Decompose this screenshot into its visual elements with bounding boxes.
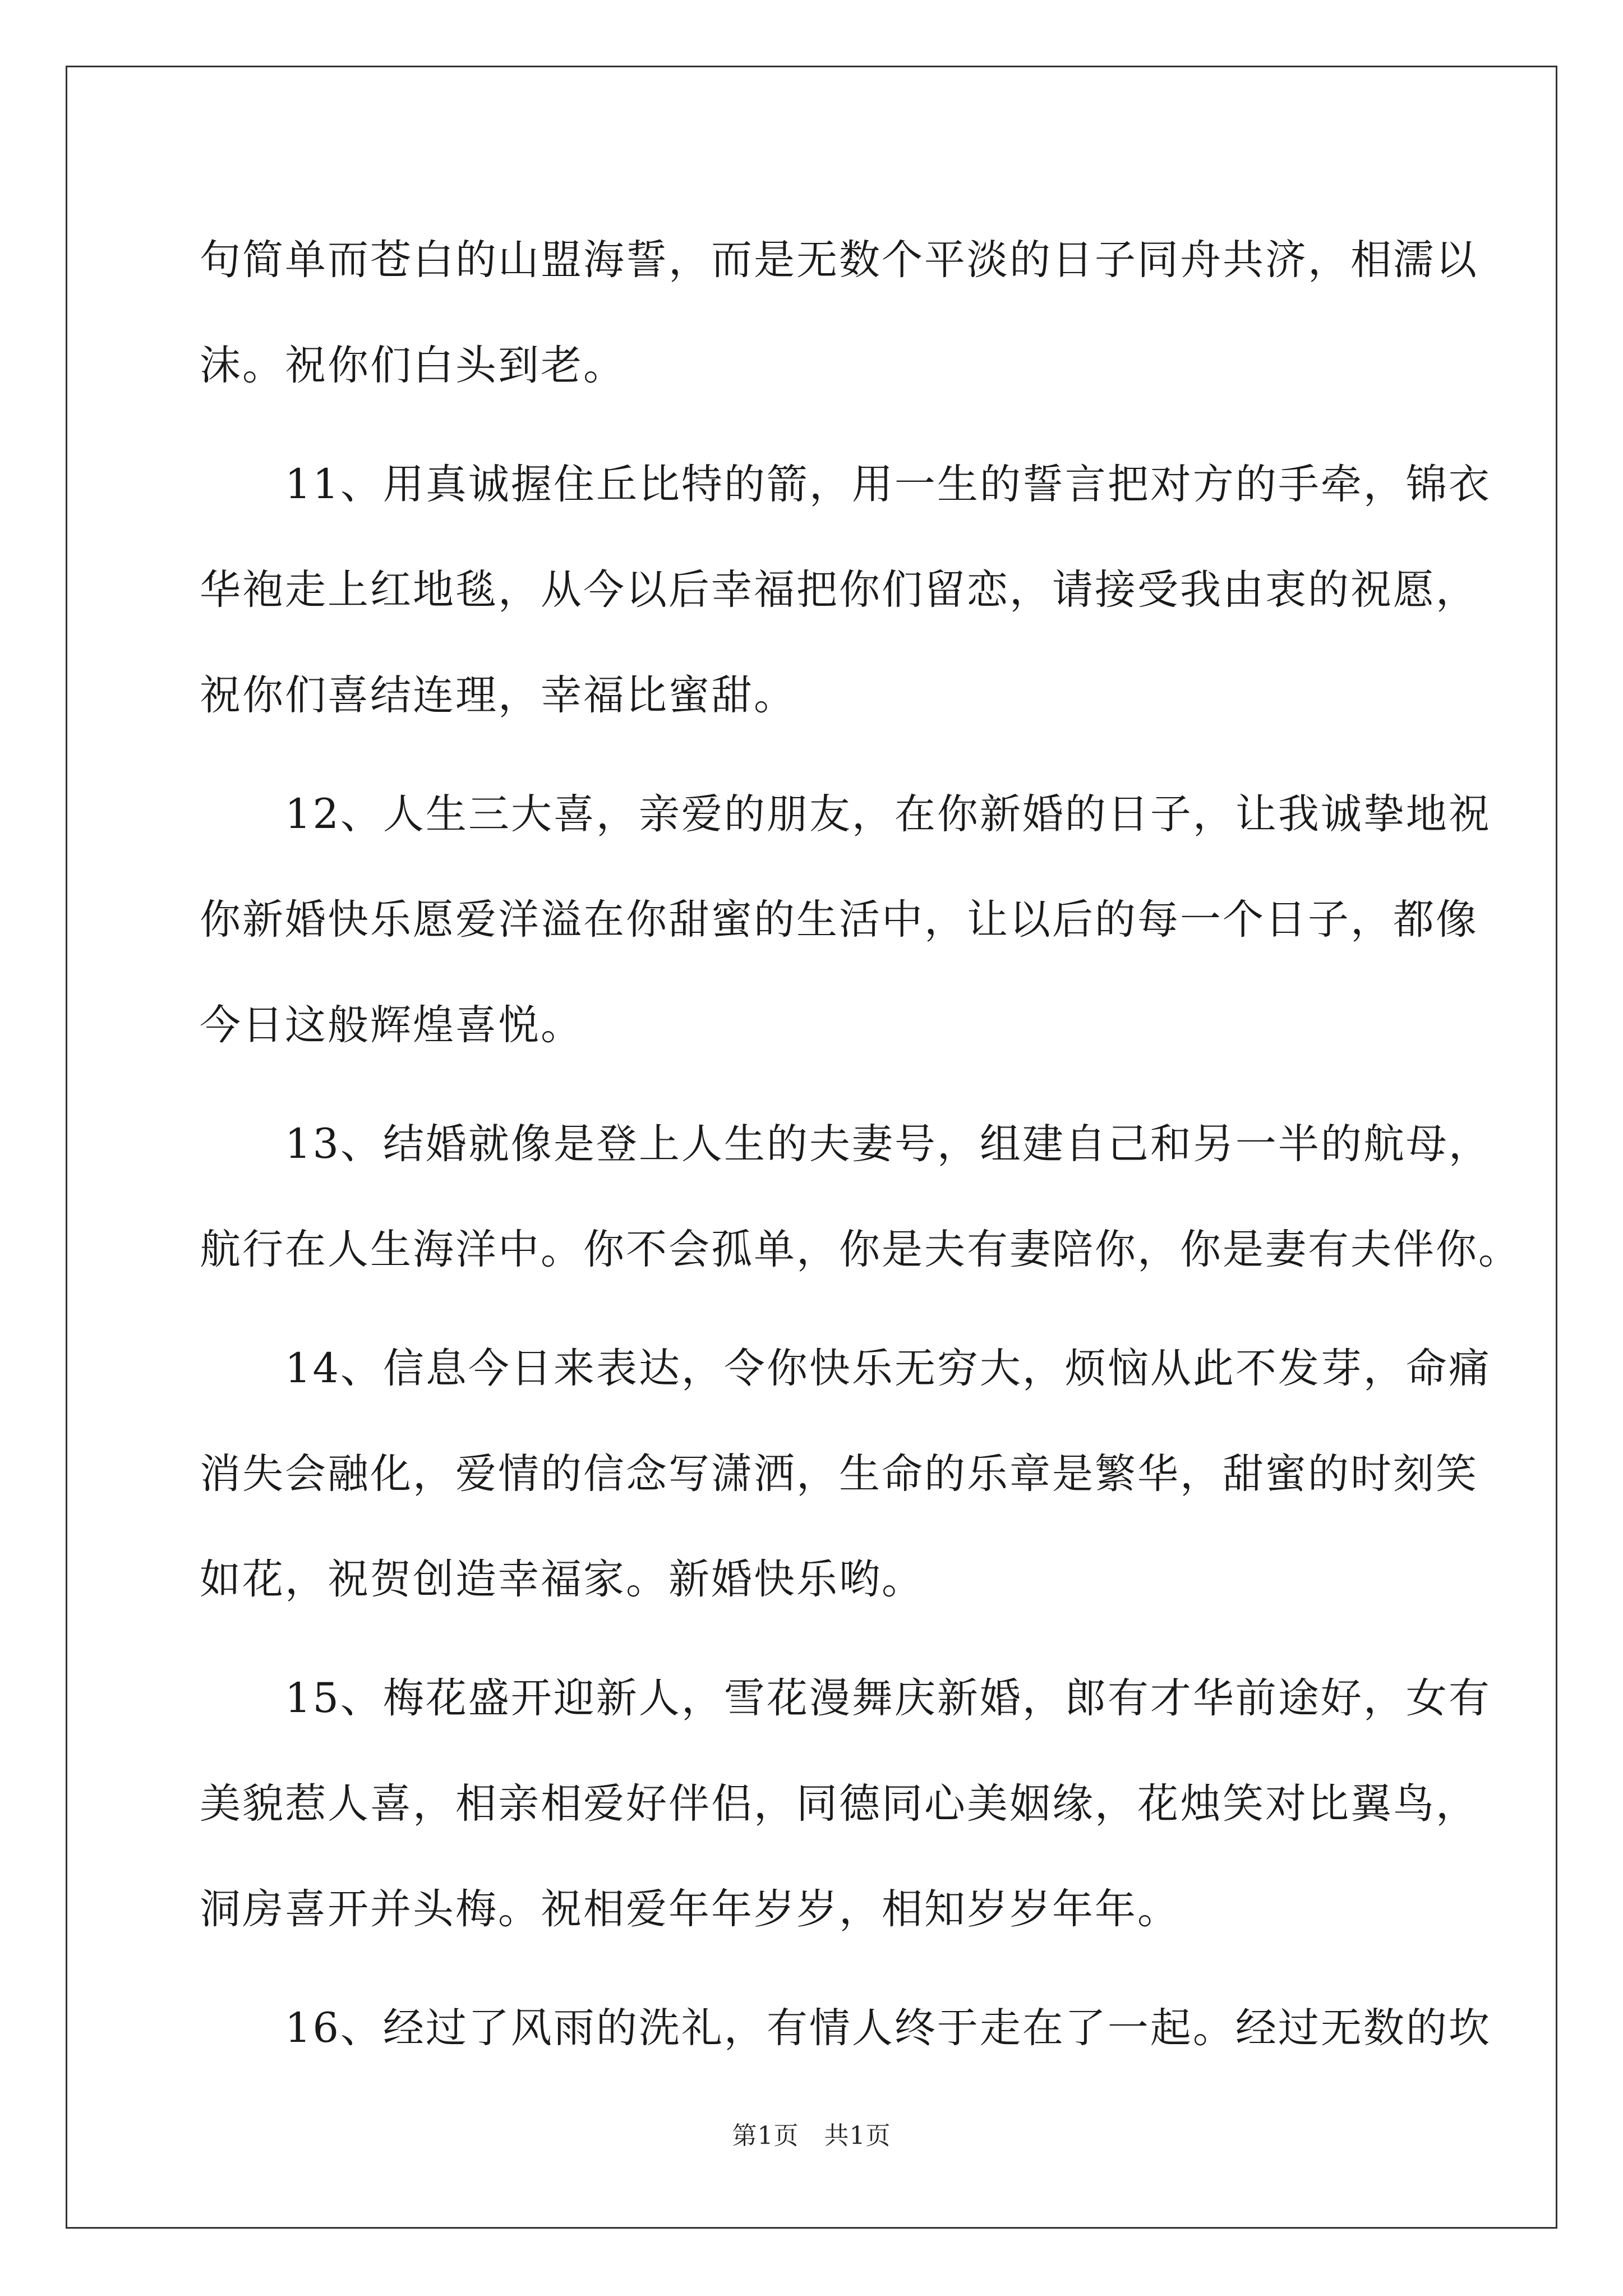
text-line: 洞房喜开并头梅。祝相爱年年岁岁，相知岁岁年年。: [200, 1885, 1180, 1933]
text-line: 15、梅花盛开迎新人，雪花漫舞庆新婚，郎有才华前途好，女有: [200, 1674, 1491, 1722]
paragraph: [200, 1316, 1491, 1632]
paragraph: [200, 1646, 1491, 1962]
paragraph: [200, 1092, 1521, 1303]
text-line: 祝你们喜结连理，幸福比蜜甜。: [200, 671, 796, 719]
text-line: 华袍走上红地毯，从今以后幸福把你们留恋，请接受我由衷的祝愿，: [200, 566, 1478, 614]
text-line: 13、结婚就像是登上人生的夫妻号，组建自己和另一半的航母，: [200, 1120, 1491, 1168]
paragraph: [200, 1976, 1491, 2081]
text-line: 航行在人生海洋中。你不会孤单，你是夫有妻陪你，你是妻有夫伴你。: [200, 1226, 1521, 1273]
text-line: 句简单而苍白的山盟海誓，而是无数个平淡的日子同舟共济，相濡以: [200, 236, 1478, 284]
paragraph: [200, 208, 1478, 418]
paragraph: [200, 762, 1491, 1078]
text-line: 美貌惹人喜，相亲相爱好伴侣，同德同心美姻缘，花烛笑对比翼鸟，: [200, 1780, 1478, 1828]
text-line: 11、用真诚握住丘比特的箭，用一生的誓言把对方的手牵，锦衣: [200, 461, 1491, 508]
text-line: 消失会融化，爱情的信念写潇洒，生命的乐章是繁华，甜蜜的时刻笑: [200, 1450, 1478, 1498]
text-line: 14、信息今日来表达，令你快乐无穷大，烦恼从此不发芽，命痛: [200, 1345, 1491, 1392]
text-line: 今日这般辉煌喜悦。: [200, 1001, 583, 1049]
text-line: 16、经过了风雨的洗礼，有情人终于走在了一起。经过无数的坎: [200, 2004, 1491, 2052]
text-line: 如花，祝贺创造幸福家。新婚快乐哟。: [200, 1556, 924, 1603]
text-line: 你新婚快乐愿爱洋溢在你甜蜜的生活中，让以后的每一个日子，都像: [200, 896, 1478, 944]
paragraph: [200, 432, 1491, 748]
text-line: 12、人生三大喜，亲爱的朋友，在你新婚的日子，让我诚挚地祝: [200, 790, 1491, 838]
page-footer: 第1页 共1页: [732, 2122, 891, 2150]
document-body: [200, 208, 1521, 2095]
text-line: 沫。祝你们白头到老。: [200, 342, 626, 389]
